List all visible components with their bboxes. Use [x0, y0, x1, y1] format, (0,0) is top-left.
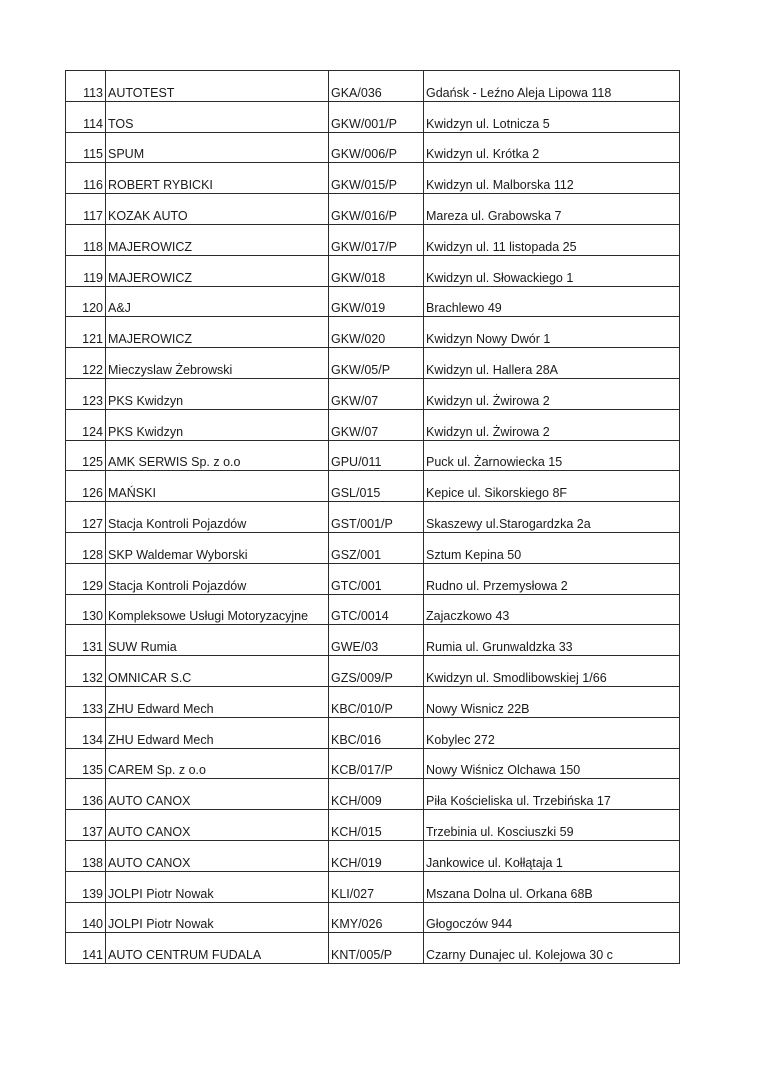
station-name-cell: AUTOTEST [106, 71, 329, 102]
table-row [66, 101, 680, 132]
station-code-cell: GKW/07 [329, 409, 424, 440]
station-name-cell: AUTO CANOX [106, 840, 329, 871]
stations-table [65, 70, 680, 964]
address-cell: Kwidzyn ul. Żwirowa 2 [424, 378, 680, 409]
station-name-cell: Kompleksowe Usługi Motoryzacyjne [106, 594, 329, 625]
station-code-cell: GKW/020 [329, 317, 424, 348]
address-cell: Mareza ul. Grabowska 7 [424, 194, 680, 225]
address-cell: Nowy Wiśnicz Olchawa 150 [424, 748, 680, 779]
row-number-cell: 117 [66, 194, 106, 225]
table-row [66, 871, 680, 902]
station-name-cell: A&J [106, 286, 329, 317]
station-code-cell: GTC/0014 [329, 594, 424, 625]
station-code-cell: KLI/027 [329, 871, 424, 902]
table-row [66, 255, 680, 286]
station-name-cell: AUTO CANOX [106, 779, 329, 810]
table-row [66, 409, 680, 440]
table-row [66, 810, 680, 841]
row-number-cell: 127 [66, 502, 106, 533]
address-cell: Piła Kościeliska ul. Trzebińska 17 [424, 779, 680, 810]
address-cell: Kwidzyn ul. 11 listopada 25 [424, 224, 680, 255]
table-row [66, 902, 680, 933]
row-number-cell: 128 [66, 532, 106, 563]
station-code-cell: KCH/015 [329, 810, 424, 841]
table-row [66, 471, 680, 502]
station-code-cell: KBC/010/P [329, 686, 424, 717]
address-cell: Nowy Wisnicz 22B [424, 686, 680, 717]
row-number-cell: 137 [66, 810, 106, 841]
address-cell: Kwidzyn ul. Słowackiego 1 [424, 255, 680, 286]
row-number-cell: 131 [66, 625, 106, 656]
station-code-cell: GPU/011 [329, 440, 424, 471]
row-number-cell: 129 [66, 563, 106, 594]
row-number-cell: 114 [66, 101, 106, 132]
station-code-cell: KMY/026 [329, 902, 424, 933]
station-name-cell: SUW Rumia [106, 625, 329, 656]
row-number-cell: 136 [66, 779, 106, 810]
address-cell: Puck ul. Żarnowiecka 15 [424, 440, 680, 471]
row-number-cell: 130 [66, 594, 106, 625]
row-number-cell: 125 [66, 440, 106, 471]
row-number-cell: 122 [66, 348, 106, 379]
table-row [66, 440, 680, 471]
table-row [66, 779, 680, 810]
row-number-cell: 119 [66, 255, 106, 286]
address-cell: Rudno ul. Przemysłowa 2 [424, 563, 680, 594]
row-number-cell: 116 [66, 163, 106, 194]
table-row [66, 717, 680, 748]
table-body [66, 71, 680, 964]
station-name-cell: AUTO CANOX [106, 810, 329, 841]
station-code-cell: GTC/001 [329, 563, 424, 594]
address-cell: Rumia ul. Grunwaldzka 33 [424, 625, 680, 656]
table-row [66, 840, 680, 871]
table-row [66, 532, 680, 563]
row-number-cell: 118 [66, 224, 106, 255]
table-row [66, 656, 680, 687]
station-code-cell: GKW/019 [329, 286, 424, 317]
address-cell: Kobylec 272 [424, 717, 680, 748]
row-number-cell: 140 [66, 902, 106, 933]
row-number-cell: 135 [66, 748, 106, 779]
station-name-cell: PKS Kwidzyn [106, 378, 329, 409]
address-cell: Jankowice ul. Kołłątaja 1 [424, 840, 680, 871]
table-row [66, 286, 680, 317]
table-row [66, 378, 680, 409]
station-name-cell: TOS [106, 101, 329, 132]
station-name-cell: Mieczyslaw Żebrowski [106, 348, 329, 379]
row-number-cell: 141 [66, 933, 106, 964]
address-cell: Kepice ul. Sikorskiego 8F [424, 471, 680, 502]
row-number-cell: 133 [66, 686, 106, 717]
row-number-cell: 120 [66, 286, 106, 317]
row-number-cell: 139 [66, 871, 106, 902]
address-cell: Trzebinia ul. Kosciuszki 59 [424, 810, 680, 841]
station-name-cell: OMNICAR S.C [106, 656, 329, 687]
station-name-cell: JOLPI Piotr Nowak [106, 871, 329, 902]
table-row [66, 317, 680, 348]
station-code-cell: GKW/07 [329, 378, 424, 409]
station-name-cell: ZHU Edward Mech [106, 686, 329, 717]
station-name-cell: PKS Kwidzyn [106, 409, 329, 440]
address-cell: Mszana Dolna ul. Orkana 68B [424, 871, 680, 902]
station-code-cell: KNT/005/P [329, 933, 424, 964]
address-cell: Sztum Kepina 50 [424, 532, 680, 563]
station-code-cell: GKW/017/P [329, 224, 424, 255]
address-cell: Czarny Dunajec ul. Kolejowa 30 c [424, 933, 680, 964]
table-row [66, 933, 680, 964]
station-name-cell: MAJEROWICZ [106, 224, 329, 255]
address-cell: Brachlewo 49 [424, 286, 680, 317]
address-cell: Gdańsk - Leźno Aleja Lipowa 118 [424, 71, 680, 102]
station-code-cell: GKW/001/P [329, 101, 424, 132]
row-number-cell: 124 [66, 409, 106, 440]
station-code-cell: GKW/015/P [329, 163, 424, 194]
station-name-cell: CAREM Sp. z o.o [106, 748, 329, 779]
station-name-cell: SKP Waldemar Wyborski [106, 532, 329, 563]
station-code-cell: GSL/015 [329, 471, 424, 502]
station-name-cell: SPUM [106, 132, 329, 163]
station-code-cell: KCB/017/P [329, 748, 424, 779]
table-row [66, 594, 680, 625]
table-row [66, 686, 680, 717]
station-code-cell: GZS/009/P [329, 656, 424, 687]
station-code-cell: GSZ/001 [329, 532, 424, 563]
address-cell: Skaszewy ul.Starogardzka 2a [424, 502, 680, 533]
station-code-cell: GKW/018 [329, 255, 424, 286]
row-number-cell: 115 [66, 132, 106, 163]
station-name-cell: Stacja Kontroli Pojazdów [106, 502, 329, 533]
address-cell: Kwidzyn ul. Lotnicza 5 [424, 101, 680, 132]
address-cell: Zajaczkowo 43 [424, 594, 680, 625]
table-row [66, 194, 680, 225]
address-cell: Kwidzyn Nowy Dwór 1 [424, 317, 680, 348]
station-code-cell: GKW/006/P [329, 132, 424, 163]
table-row [66, 71, 680, 102]
row-number-cell: 123 [66, 378, 106, 409]
station-code-cell: GWE/03 [329, 625, 424, 656]
table-row [66, 563, 680, 594]
table-row [66, 132, 680, 163]
station-code-cell: GKW/016/P [329, 194, 424, 225]
table-row [66, 748, 680, 779]
station-name-cell: ZHU Edward Mech [106, 717, 329, 748]
table-row [66, 625, 680, 656]
row-number-cell: 121 [66, 317, 106, 348]
station-name-cell: MAŃSKI [106, 471, 329, 502]
station-name-cell: Stacja Kontroli Pojazdów [106, 563, 329, 594]
address-cell: Kwidzyn ul. Malborska 112 [424, 163, 680, 194]
station-name-cell: AMK SERWIS Sp. z o.o [106, 440, 329, 471]
table-row [66, 163, 680, 194]
row-number-cell: 138 [66, 840, 106, 871]
table-row [66, 502, 680, 533]
row-number-cell: 132 [66, 656, 106, 687]
address-cell: Kwidzyn ul. Żwirowa 2 [424, 409, 680, 440]
address-cell: Kwidzyn ul. Krótka 2 [424, 132, 680, 163]
station-name-cell: KOZAK AUTO [106, 194, 329, 225]
station-name-cell: MAJEROWICZ [106, 255, 329, 286]
station-name-cell: AUTO CENTRUM FUDALA [106, 933, 329, 964]
address-cell: Głogoczów 944 [424, 902, 680, 933]
table-row [66, 348, 680, 379]
row-number-cell: 126 [66, 471, 106, 502]
station-code-cell: GKA/036 [329, 71, 424, 102]
station-code-cell: KCH/019 [329, 840, 424, 871]
station-name-cell: ROBERT RYBICKI [106, 163, 329, 194]
station-code-cell: KCH/009 [329, 779, 424, 810]
row-number-cell: 113 [66, 71, 106, 102]
station-code-cell: KBC/016 [329, 717, 424, 748]
table-row [66, 224, 680, 255]
station-name-cell: JOLPI Piotr Nowak [106, 902, 329, 933]
address-cell: Kwidzyn ul. Smodlibowskiej 1/66 [424, 656, 680, 687]
station-code-cell: GST/001/P [329, 502, 424, 533]
row-number-cell: 134 [66, 717, 106, 748]
station-name-cell: MAJEROWICZ [106, 317, 329, 348]
address-cell: Kwidzyn ul. Hallera 28A [424, 348, 680, 379]
station-code-cell: GKW/05/P [329, 348, 424, 379]
